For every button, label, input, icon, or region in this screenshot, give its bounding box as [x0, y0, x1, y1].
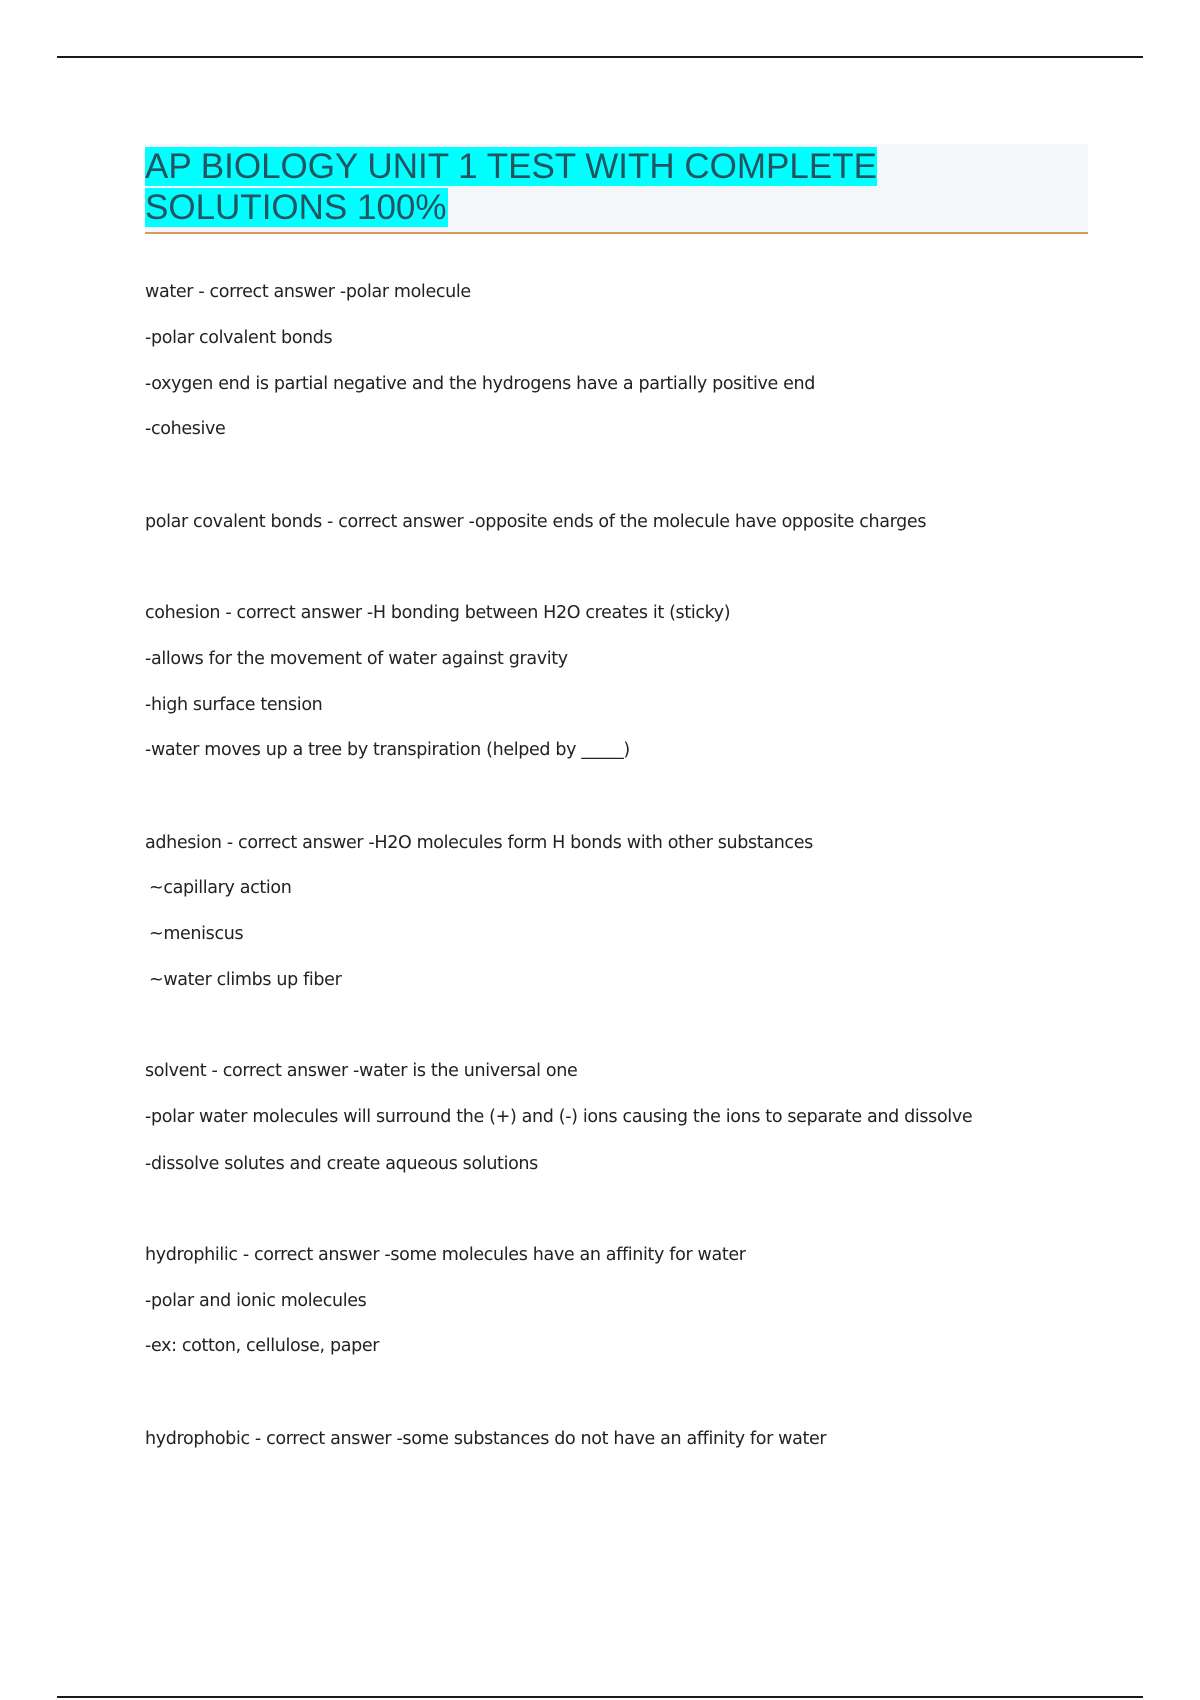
entry-polar-covalent-bonds-term: polar covalent bonds - correct answer -opposite ends of the molecule have opposite charges	[145, 512, 927, 532]
entry-cohesion-detail: -allows for the movement of water against gravity	[145, 649, 568, 669]
entry-cohesion-detail: -high surface tension	[145, 695, 323, 715]
entry-adhesion-term: adhesion - correct answer -H2O molecules form H bonds with other substances	[145, 833, 813, 853]
entry-cohesion-term: cohesion - correct answer -H bonding between H2O creates it (sticky)	[145, 603, 731, 623]
entry-hydrophilic-detail: -polar and ionic molecules	[145, 1291, 367, 1311]
entry-hydrophobic-term: hydrophobic - correct answer -some substances do not have an affinity for water	[145, 1429, 827, 1449]
entry-solvent-term: solvent - correct answer -water is the universal one	[145, 1061, 578, 1081]
entry-hydrophilic-detail: -ex: cotton, cellulose, paper	[145, 1336, 380, 1356]
entry-adhesion-detail: ~capillary action	[149, 878, 292, 898]
entry-cohesion-detail: -water moves up a tree by transpiration (helped by _____)	[145, 740, 630, 760]
entry-adhesion-detail: ~meniscus	[149, 924, 244, 944]
entry-water-term: water - correct answer -polar molecule	[145, 282, 471, 302]
entry-adhesion-detail: ~water climbs up fiber	[149, 970, 342, 990]
entry-water-detail: -polar colvalent bonds	[145, 328, 333, 348]
entry-hydrophilic-term: hydrophilic - correct answer -some molecules have an affinity for water	[145, 1245, 746, 1265]
page-bottom-rule	[57, 1696, 1143, 1698]
entry-water-detail: -cohesive	[145, 419, 226, 439]
document-title-highlight: AP BIOLOGY UNIT 1 TEST WITH COMPLETE SOLUTIONS 100%	[145, 147, 877, 227]
entry-solvent-detail: -dissolve solutes and create aqueous solutions	[145, 1154, 538, 1174]
entry-solvent-detail: -polar water molecules will surround the (+) and (-) ions causing the ions to separate and dissolve	[145, 1107, 973, 1127]
document-title	[145, 146, 935, 228]
entry-water-detail: -oxygen end is partial negative and the hydrogens have a partially positive end	[145, 374, 816, 394]
page-top-rule	[57, 56, 1143, 58]
